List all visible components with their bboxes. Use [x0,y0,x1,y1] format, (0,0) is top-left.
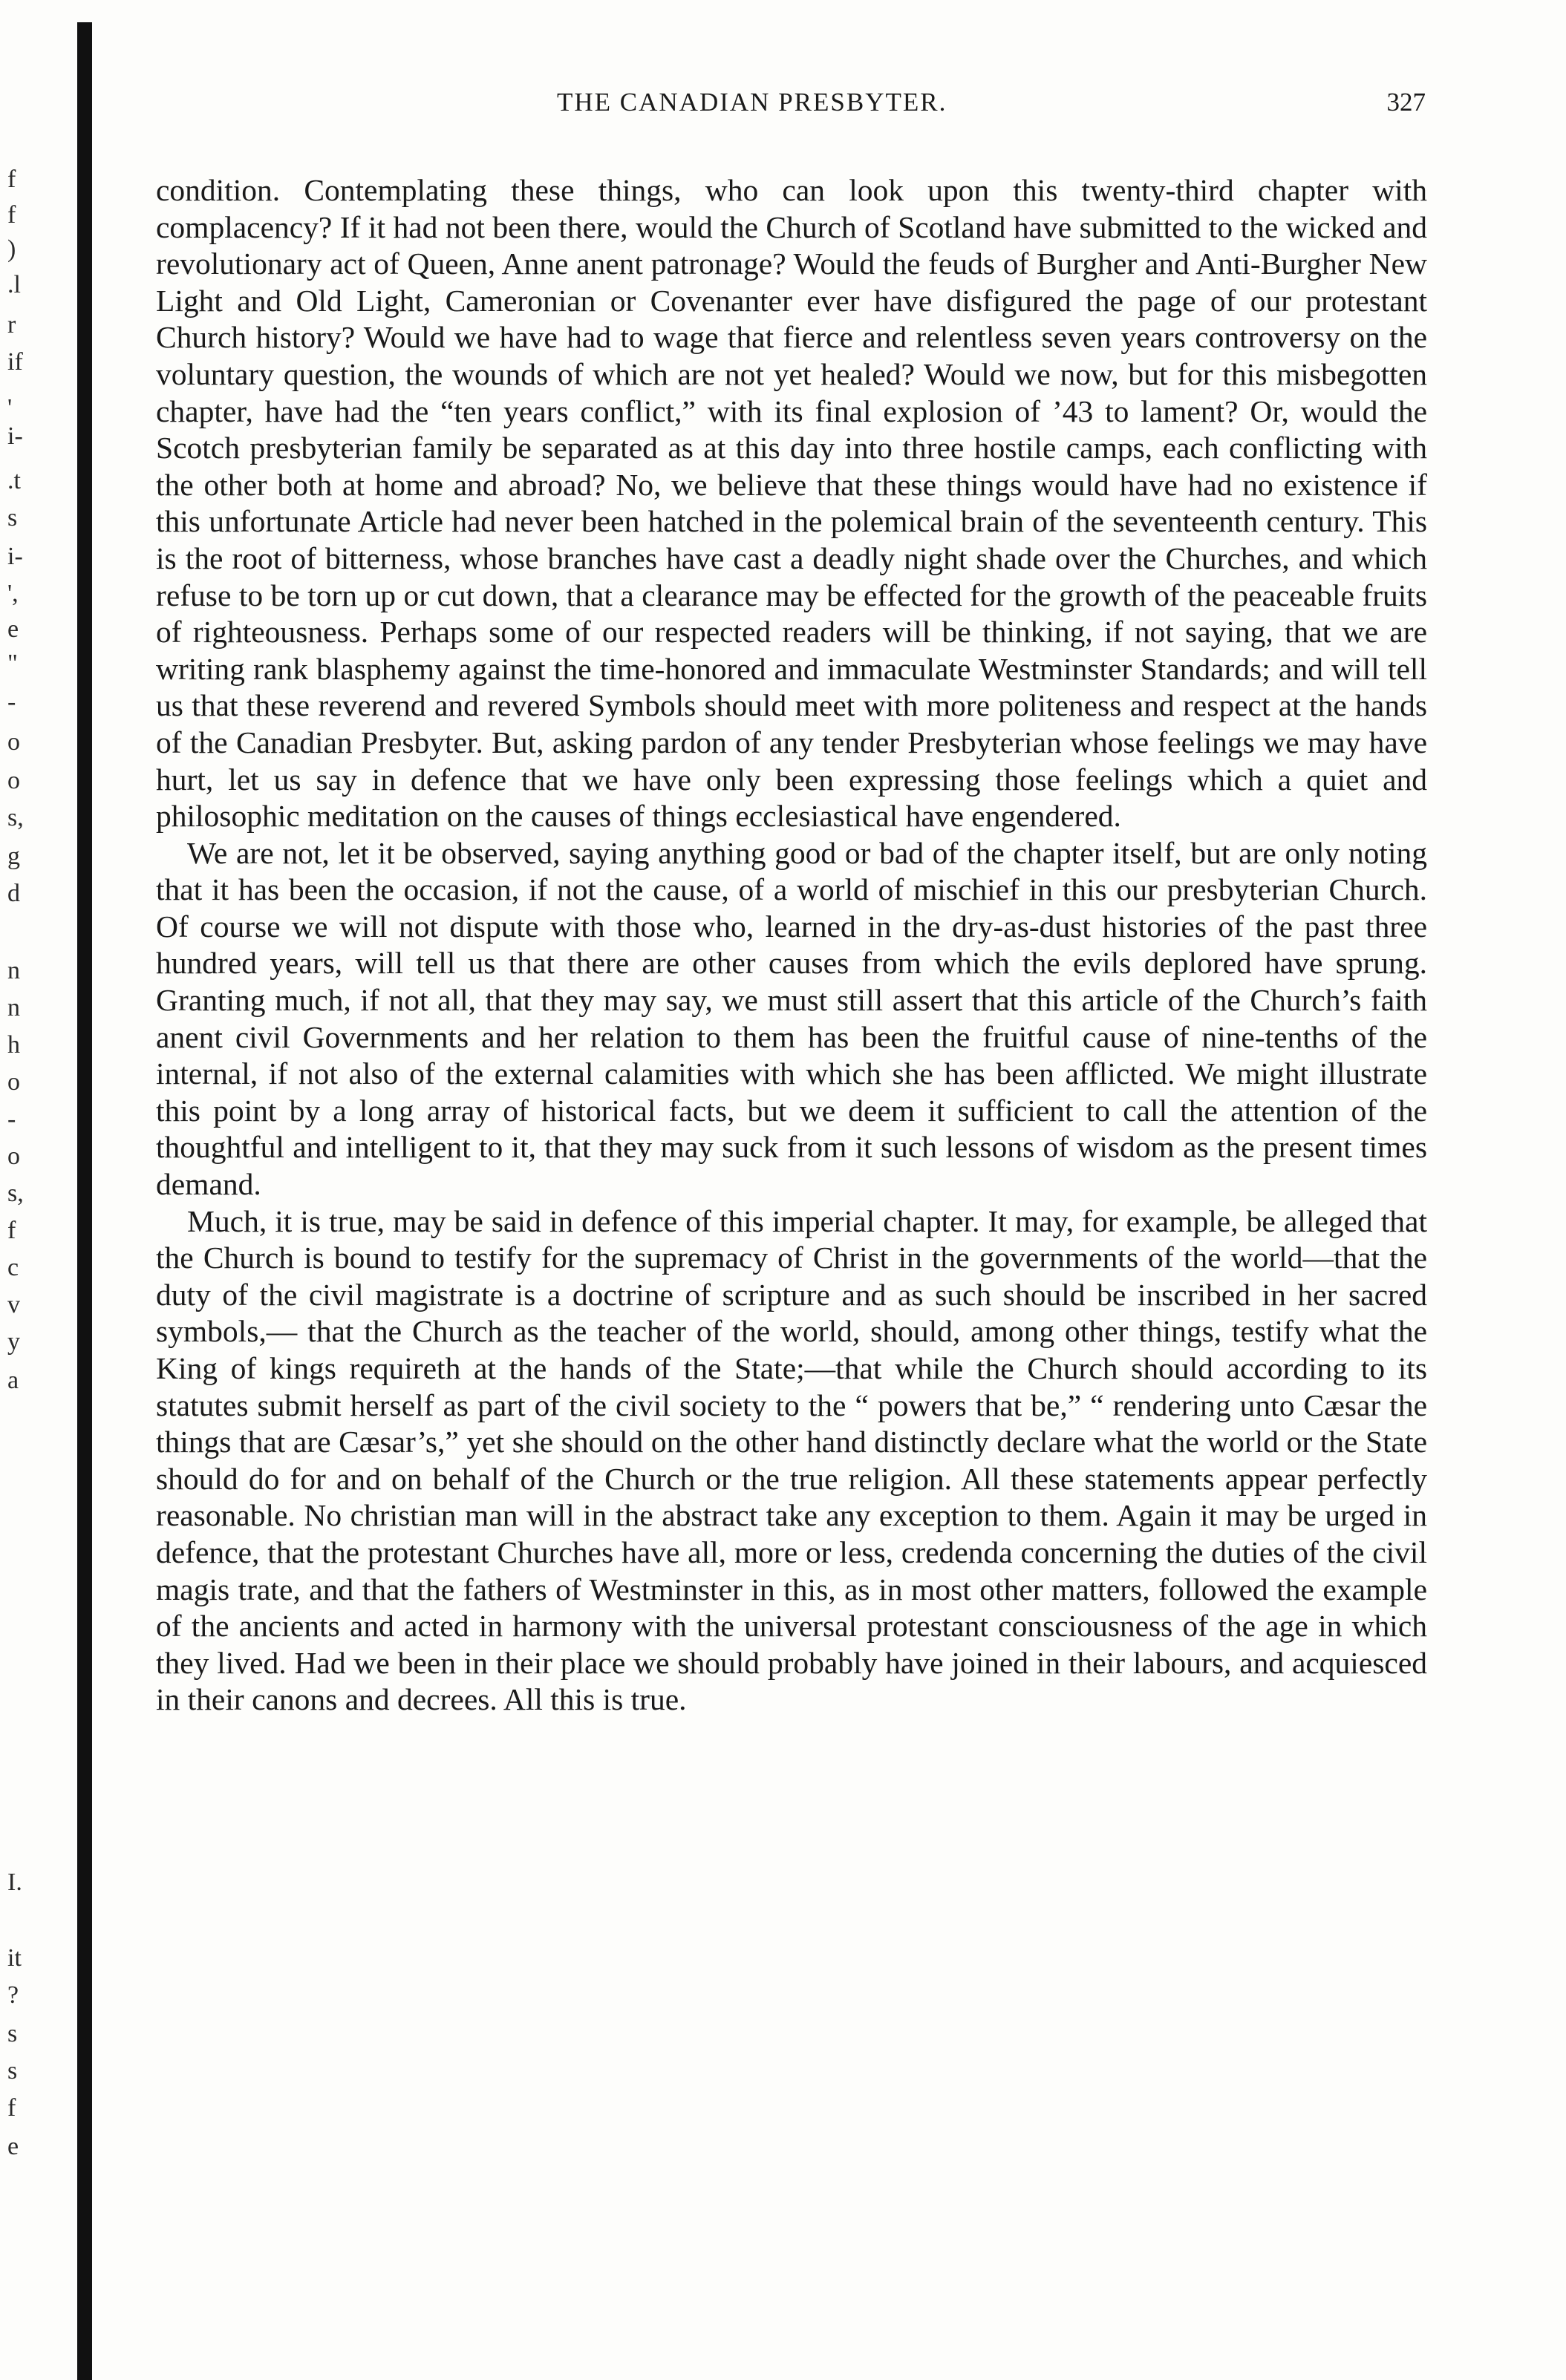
margin-fragment: a [7,1367,19,1394]
margin-fragment: - [7,688,16,716]
margin-fragment: f [7,166,16,193]
margin-fragment: s [7,2057,18,2085]
margin-fragment: s, [7,804,24,831]
margin-fragment: - [7,1105,16,1133]
margin-fragment: f [7,2094,16,2122]
margin-fragment: s [7,504,18,532]
margin-fragment: " [7,650,18,677]
margin-fragment: s, [7,1180,24,1207]
margin-fragment: i- [7,422,23,450]
margin-fragment: h [7,1031,20,1059]
page-header [156,88,1426,132]
margin-fragment: n [7,957,20,984]
binding-shadow [77,22,92,2380]
margin-fragment: g [7,843,20,870]
margin-fragment: it [7,1944,22,1972]
paragraph: We are not, let it be observed, saying anything good or bad of the chapter itself, but are only noting that it has been the occasion, if not the cause, of a world of mischief in this our presbyterian Church. Of course we will not dispute with those who, learned in the dry-as-dust histories of the past three hundred years, will tell us that there are other causes from which the evils deplored have sprung. Granting much, if not all, that they may say, we must still assert that this article of the Church’s faith anent civil Governments and her relation to them has been the fruitful cause of nine-tenths of the internal, if not also of the external calamities with which she has been afflicted. We might illustrate this point by a long array of historical facts, but we deem it sufficient to call the attention of the thoughtful and intelligent to it, that they may suck from it such lessons of wisdom as the present times demand. [156,835,1427,1202]
margin-fragment: f [7,201,16,229]
margin-fragment: f [7,1217,16,1244]
margin-fragment: .t [7,467,21,494]
margin-fragment: y [7,1328,20,1356]
margin-fragment: d [7,880,20,907]
paragraph: Much, it is true, may be said in defence of this imperial chapter. It may, for example, be alleged that the Church is bound to testify for the supremacy of Christ in the governments of the world—that the duty of the civil magistrate is a doctrine of scripture and as such should be inscribed in her sacred symbols,— that the Church as the teacher of the world, should, among other things, testify what the King of kings requireth at the hands of the State;—that while the Church should according to its statutes submit herself as part of the civil society to the “ powers that be,” “ rendering unto Cæsar the things that are Cæsar’s,” yet she should on the other hand distinctly declare what the world or the State should do for and on behalf of the Church or the true religion. All these statements appear perfectly reasonable. No christian man will in the abstract take any exception to them. Again it may be urged in defence, that the protestant Churches have all, more or less, credenda concerning the duties of the civil magis trate, and that the fathers of Westminster in this, as in most other matters, followed the example of the ancients and acted in harmony with the universal protestant consciousness of the age in which they lived. Had we been in their place we should probably have joined in their labours, and acquiesced in their canons and decrees. All this is true. [156,1203,1427,1717]
margin-fragment: ? [7,1981,19,2009]
margin-fragment: e [7,615,19,643]
page-number: 327 [1386,88,1426,117]
margin-fragment: .l [7,271,21,298]
running-head: THE CANADIAN PRESBYTER. [557,88,947,117]
margin-fragment: r [7,311,16,339]
facing-page-margin [0,0,74,2380]
margin-fragment: I. [7,1869,22,1896]
margin-fragment: n [7,994,20,1021]
paragraph: condition. Contemplating these things, who can look upon this twenty-third chapter with complacency? If it had not been there, would the Church of Scotland have submitted to the wicked and revolutionary act of Queen, Anne anent patronage? Would the feuds of Burgher and Anti-Burgher New Light and Old Light, Cameronian or Covenanter ever have disfigured the page of our protestant Church history? Would we have had to wage that fierce and relentless seven years controversy on the voluntary question, the wounds of which are not yet healed? Would we now, but for this misbegotten chapter, have had the “ten years conflict,” with its final explosion of ’43 to lament? Or, would the Scotch presbyterian family be separated as at this day into three hostile camps, each conflicting with the other both at home and abroad? No, we believe that these things would have had no existence if this unfortunate Article had never been hatched in the polemical brain of the seventeenth century. This is the root of bitterness, whose branches have cast a deadly night shade over the Churches, and which refuse to be torn up or cut down, that a clearance may be effected for the growth of the peaceable fruits of righteousness. Perhaps some of our respected readers will be thinking, if not saying, that we are writing rank blasphemy against the time-honored and immaculate Westminster Standards; and will tell us that these reverend and revered Symbols should meet with more politeness and respect at the hands of the Canadian Presbyter. But, asking pardon of any tender Presbyterian whose feelings we may have hurt, let us say in defence that we have only been expressing those feelings which a quiet and philosophic meditation on the causes of things ecclesiastical have engendered. [156,173,1427,834]
margin-fragment: if [7,348,23,376]
margin-fragment: o [7,767,20,794]
margin-fragment: ' [7,394,13,422]
margin-fragment: e [7,2133,19,2160]
margin-fragment: ', [7,580,19,607]
margin-fragment: c [7,1254,19,1281]
margin-fragment: v [7,1291,20,1318]
margin-fragment: o [7,728,20,756]
margin-fragment: s [7,2020,18,2047]
margin-fragment: o [7,1142,20,1170]
body-text [156,172,1427,1719]
margin-fragment: o [7,1068,20,1096]
margin-fragment: i- [7,543,23,570]
margin-fragment: ) [7,235,16,263]
